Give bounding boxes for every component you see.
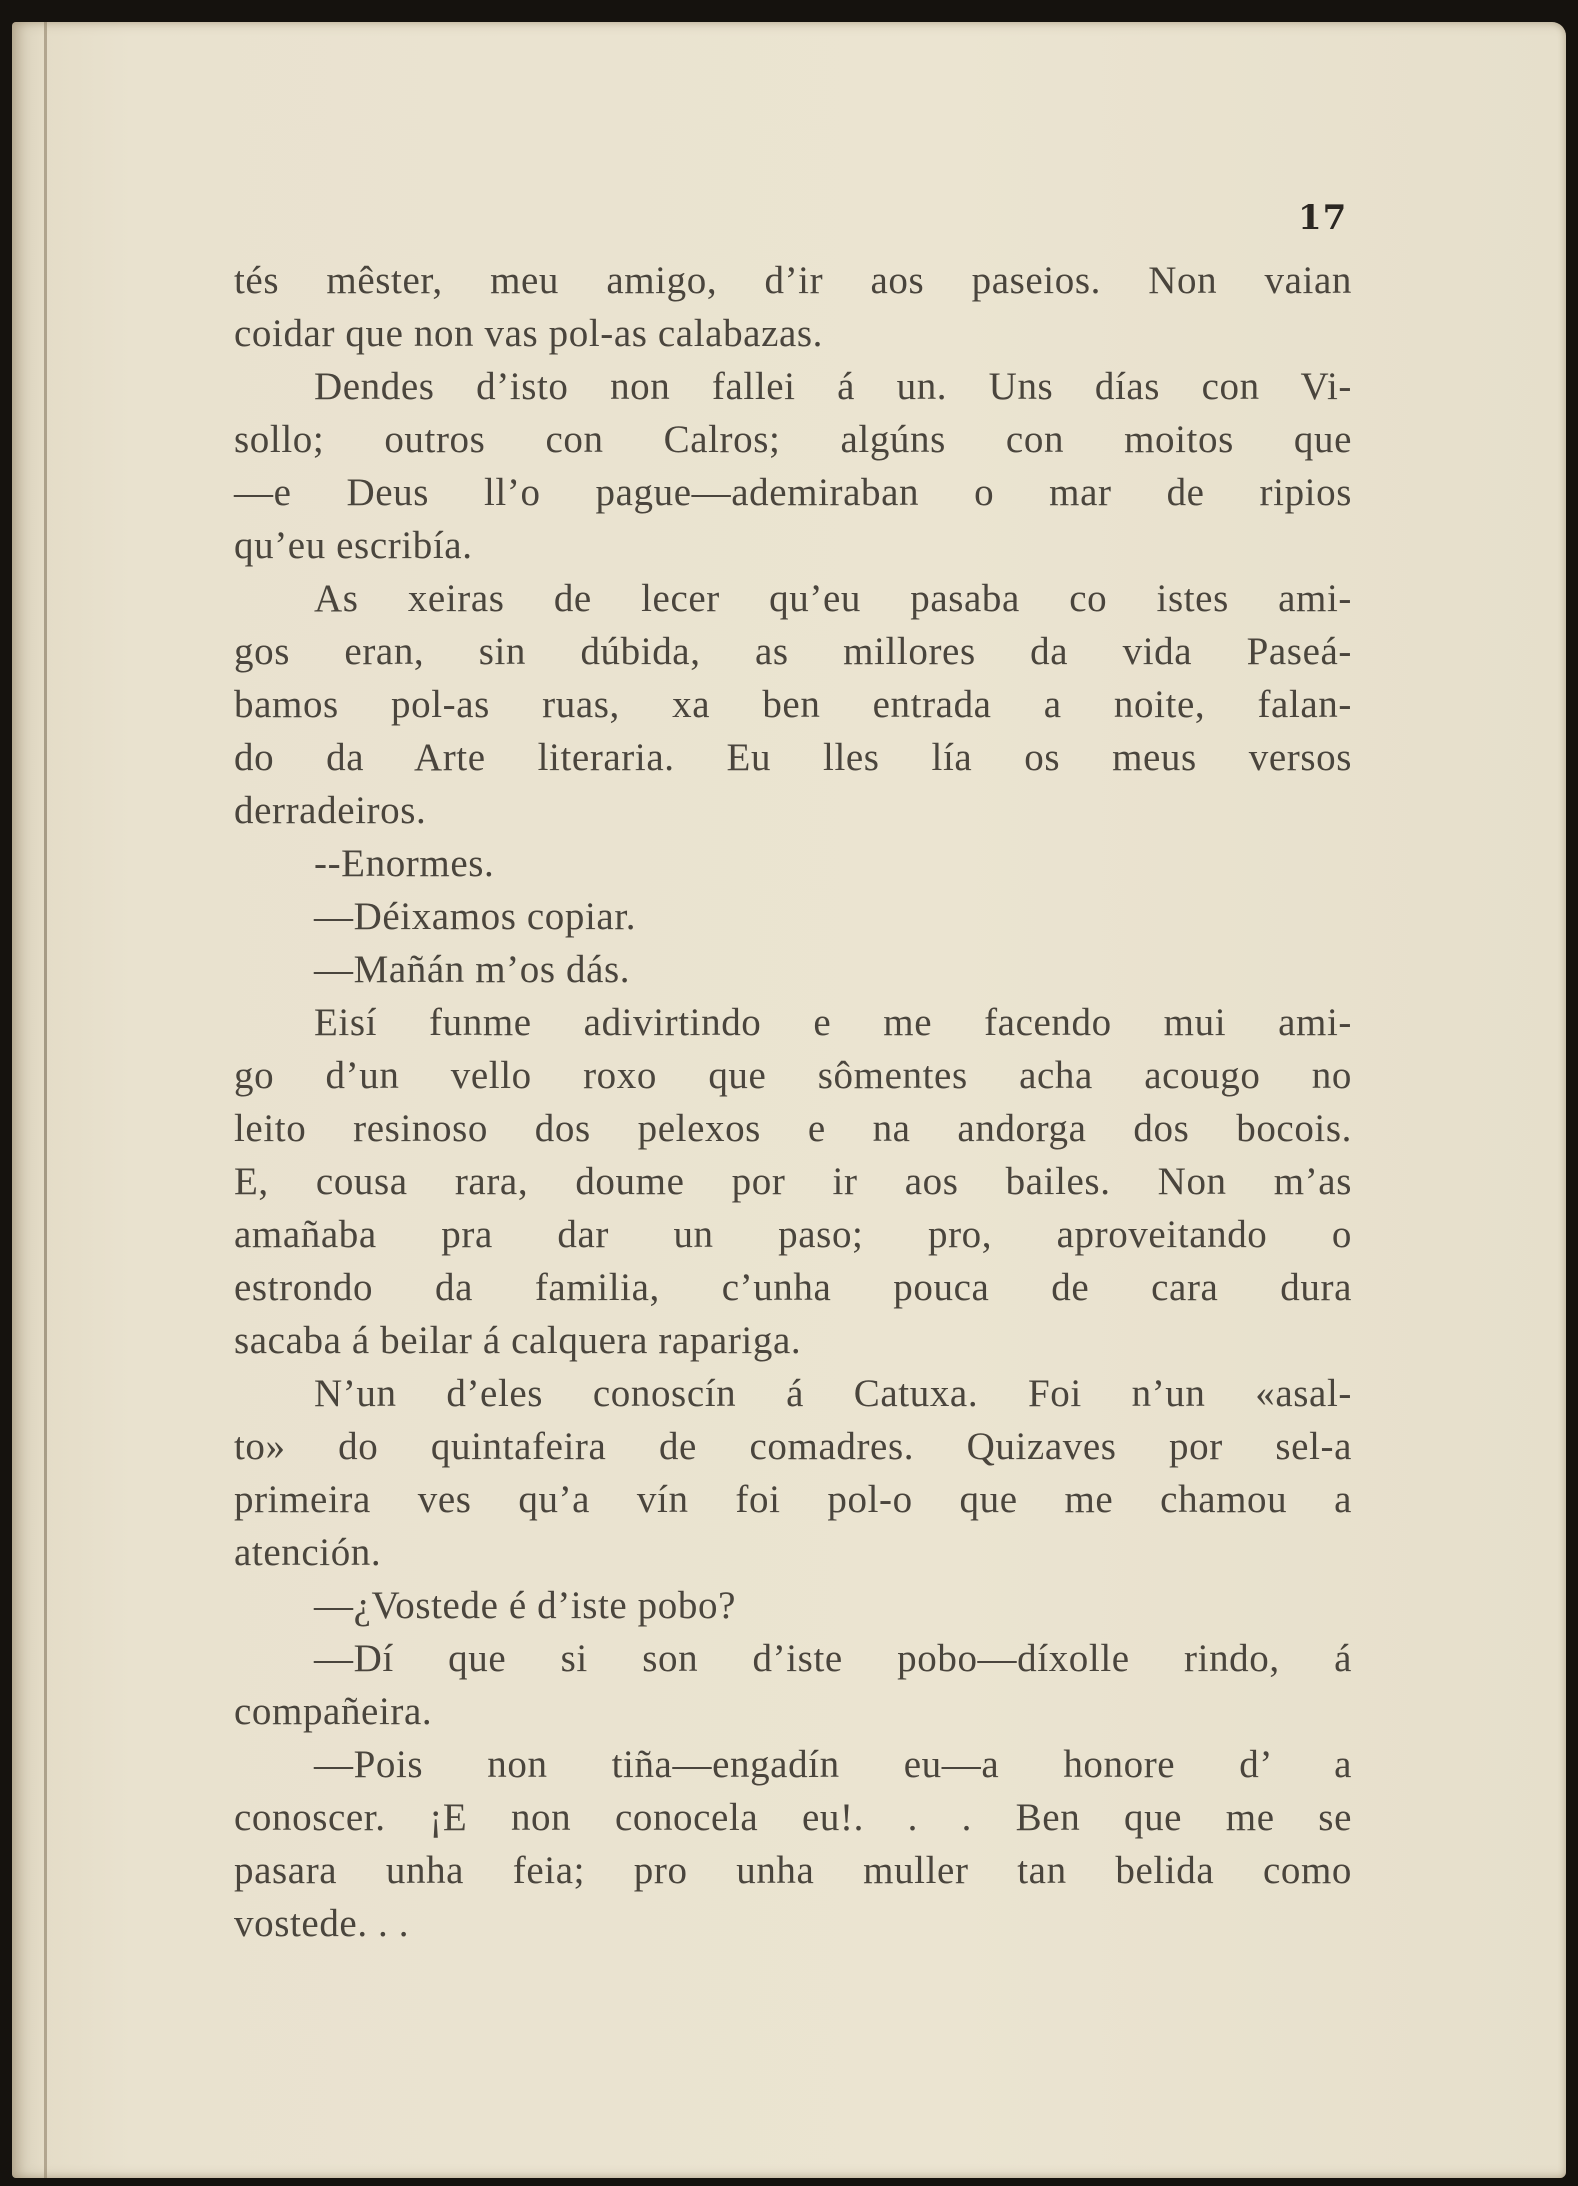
text-line: derradeiros. bbox=[234, 789, 427, 832]
text-line: leito resinoso dos pelexos e na andorga dos bocois. bbox=[234, 1107, 1352, 1150]
text-line: gos eran, sin dúbida, as millores da vida Paseá- bbox=[234, 630, 1352, 673]
text-line: Eisí funme adivirtindo e me facendo mui ami- bbox=[314, 1001, 1352, 1044]
text-line: qu’eu escribía. bbox=[234, 524, 473, 567]
text-line: —Pois non tiña—engadín eu—a honore d’ a bbox=[314, 1743, 1352, 1786]
text-line: N’un d’eles conoscín á Catuxa. Foi n’un «asal- bbox=[314, 1372, 1352, 1415]
page-number: 17 bbox=[1298, 198, 1348, 238]
text-line: vostede. . . bbox=[234, 1902, 410, 1945]
text-line: As xeiras de lecer qu’eu pasaba co istes ami- bbox=[314, 577, 1352, 620]
page-gutter bbox=[44, 22, 47, 2178]
text-line: sollo; outros con Calros; algúns con moitos que bbox=[234, 418, 1352, 461]
text-line: sacaba á beilar á calquera rapariga. bbox=[234, 1319, 802, 1362]
text-line: tés mêster, meu amigo, d’ir aos paseios. Non vaian bbox=[234, 259, 1352, 302]
text-line: primeira ves qu’a vín foi pol-o que me chamou a bbox=[234, 1478, 1352, 1521]
text-line: atención. bbox=[234, 1531, 382, 1574]
text-line: E, cousa rara, doume por ir aos bailes. Non m’as bbox=[234, 1160, 1352, 1203]
book-page bbox=[12, 22, 1566, 2178]
text-line: —Déixamos copiar. bbox=[314, 895, 637, 938]
text-line: estrondo da familia, c’unha pouca de cara dura bbox=[234, 1266, 1352, 1309]
text-line: pasara unha feia; pro unha muller tan belida como bbox=[234, 1849, 1352, 1892]
text-line: conoscer. ¡E non conocela eu!. . . Ben que me se bbox=[234, 1796, 1352, 1839]
text-line: amañaba pra dar un paso; pro, aproveitando o bbox=[234, 1213, 1352, 1256]
text-body bbox=[234, 254, 1352, 1950]
text-line: —¿Vostede é d’iste pobo? bbox=[314, 1584, 736, 1627]
text-line: go d’un vello roxo que sômentes acha acougo no bbox=[234, 1054, 1352, 1097]
text-line: bamos pol-as ruas, xa ben entrada a noite, falan- bbox=[234, 683, 1352, 726]
text-line: —Dí que si son d’iste pobo—díxolle rindo, á bbox=[314, 1637, 1352, 1680]
text-line: compañeira. bbox=[234, 1690, 433, 1733]
text-line: to» do quintafeira de comadres. Quizaves por sel-a bbox=[234, 1425, 1352, 1468]
text-line: —e Deus ll’o pague—ademiraban o mar de ripios bbox=[234, 471, 1352, 514]
text-line: —Mañán m’os dás. bbox=[314, 948, 631, 991]
text-line: do da Arte literaria. Eu lles lía os meus versos bbox=[234, 736, 1352, 779]
text-line: Dendes d’isto non fallei á un. Uns días con Vi- bbox=[314, 365, 1352, 408]
text-line: coidar que non vas pol-as calabazas. bbox=[234, 312, 824, 355]
text-line: --Enormes. bbox=[314, 842, 495, 885]
